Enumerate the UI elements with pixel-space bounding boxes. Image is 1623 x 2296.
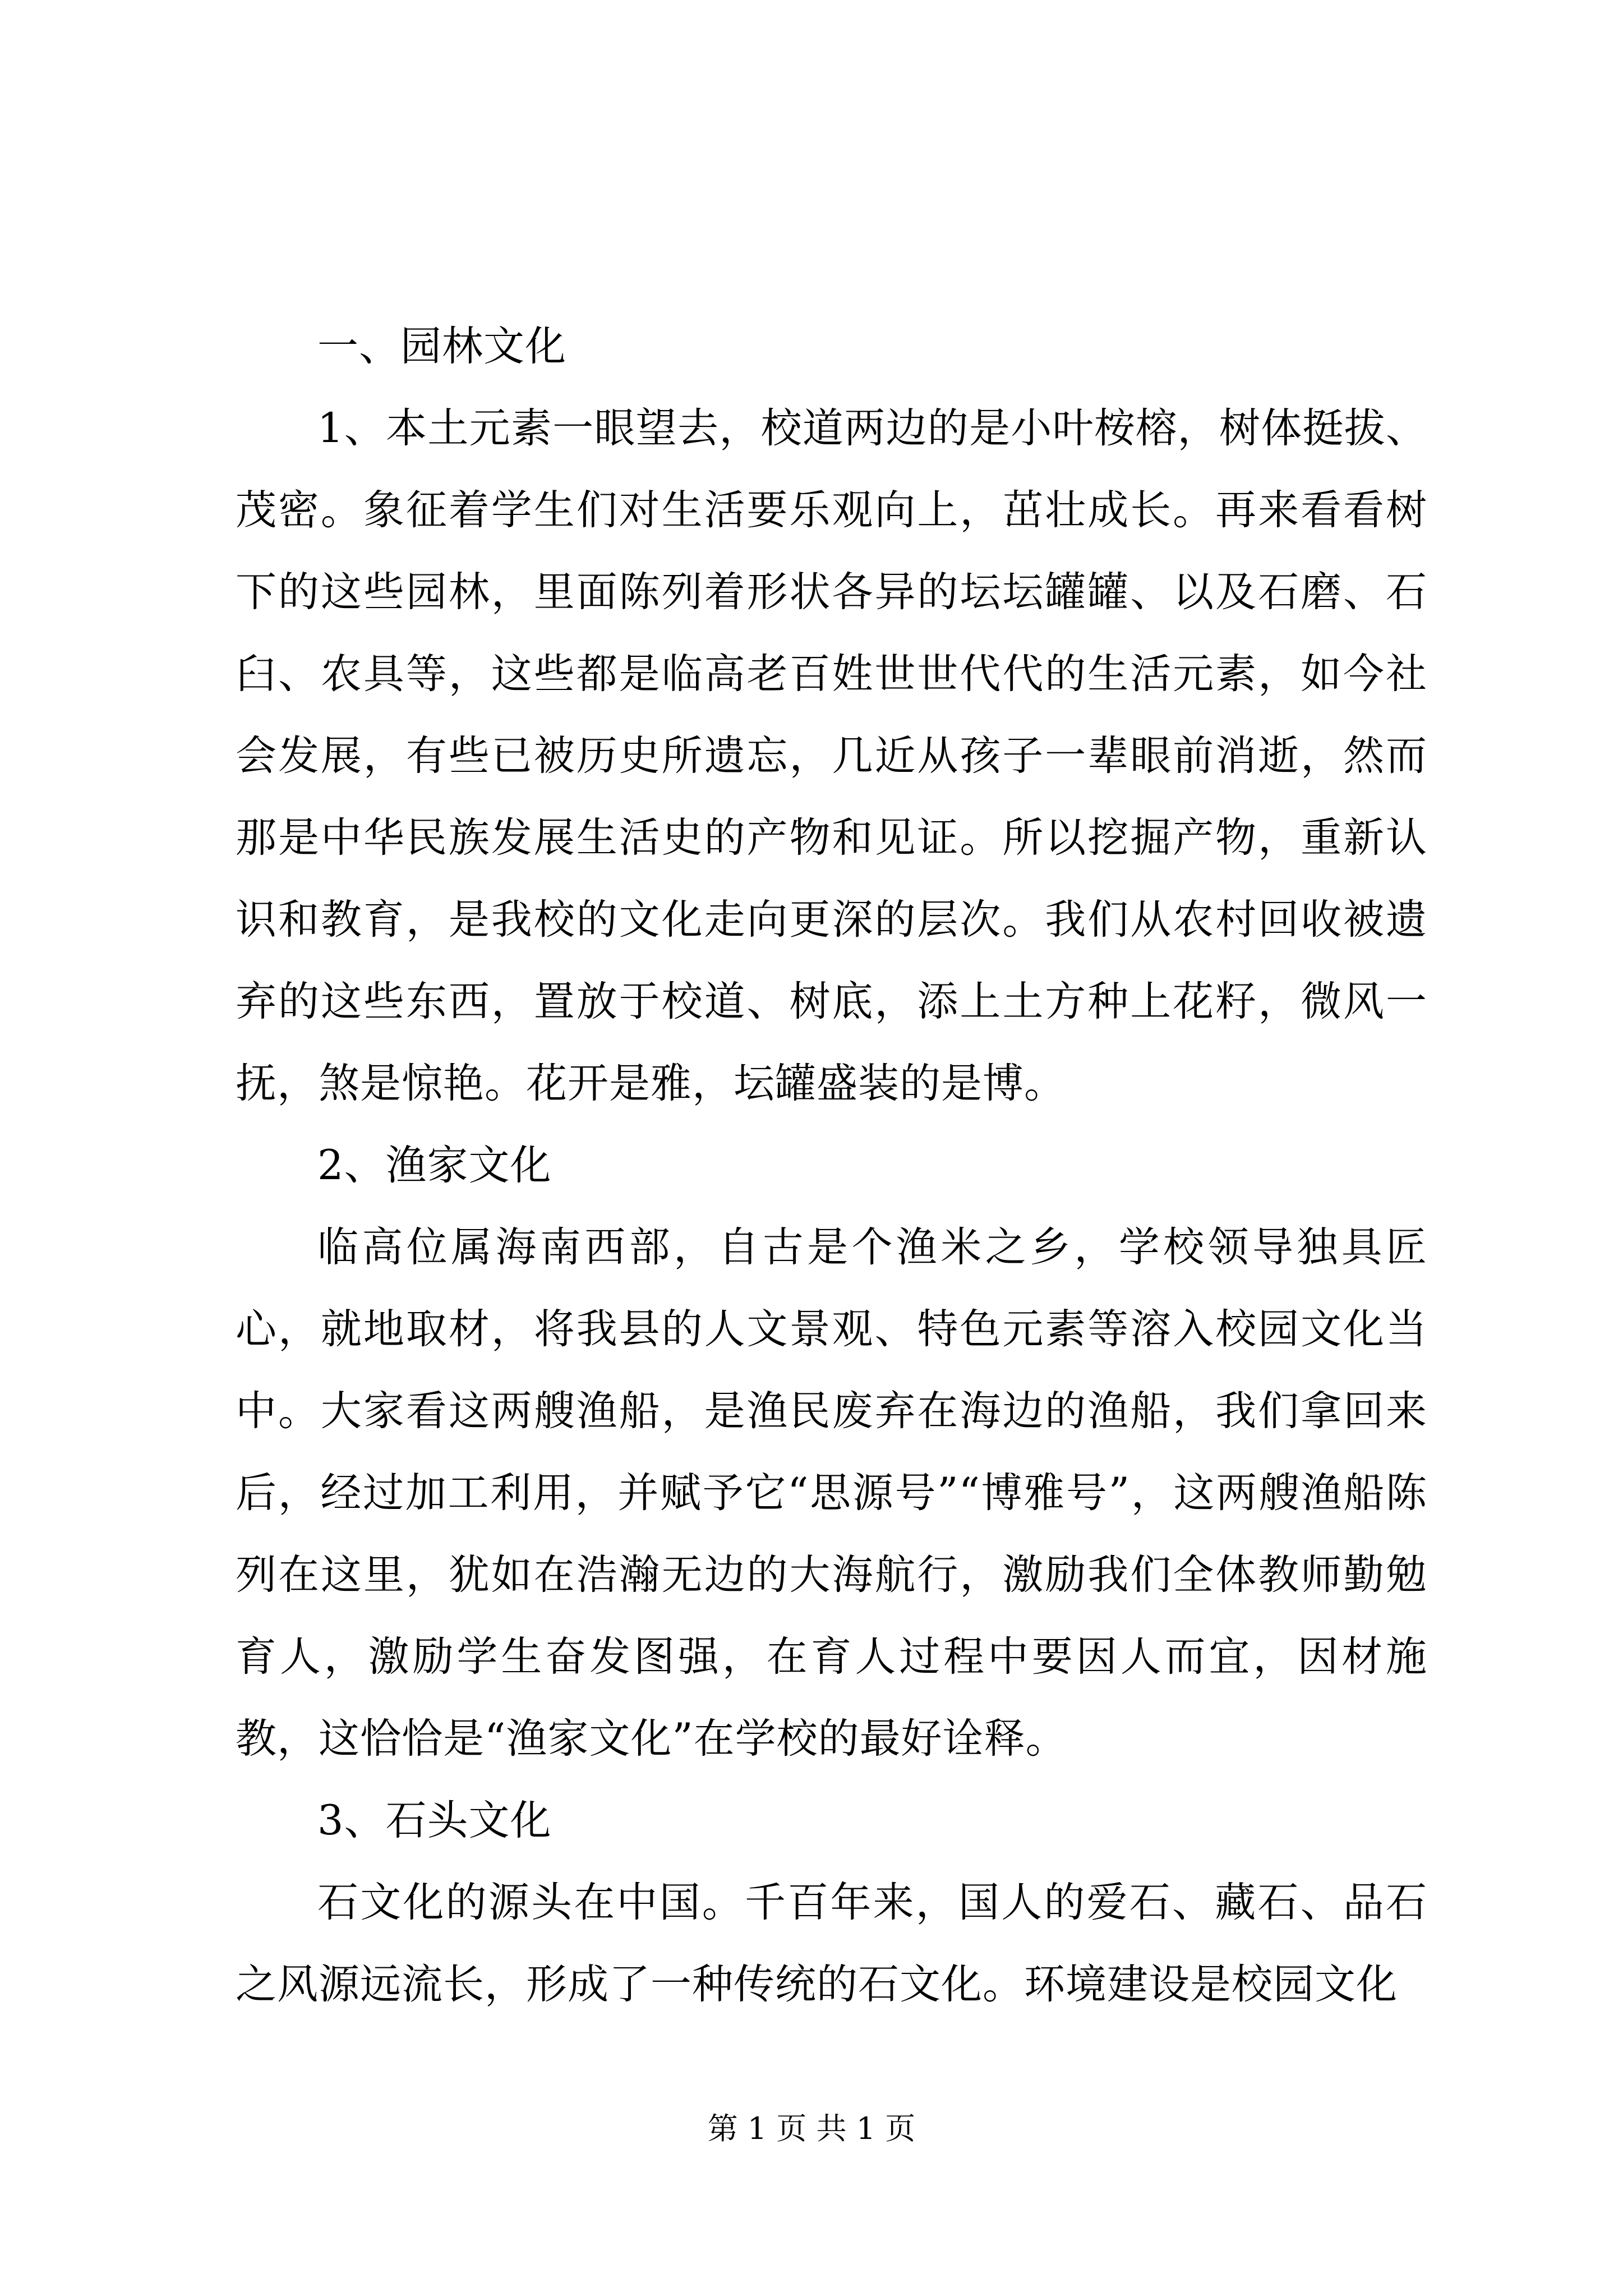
document-body (236, 306, 1427, 2026)
page-footer: 第 1 页 共 1 页 (707, 2111, 916, 2146)
paragraph-fishing-culture: 临高位属海南西部，自古是个渔米之乡，学校领导独具匠心，就地取材，将我县的人文景观、特色元素等溶入校园文化当中。大家看这两艘渔船，是渔民废弃在海边的渔船，我们拿回来后，经过加工利用，并赋予它“思源号”“博雅号”，这两艘渔船陈列在这里，犹如在浩瀚无边的大海航行，激励我们全体教师勤勉育人，激励学生奋发图强，在育人过程中要因人而宜，因材施教，这恰恰是“渔家文化”在学校的最好诠释。 (236, 1223, 1427, 1763)
paragraph-stone-culture: 石文化的源头在中国。千百年来，国人的爱石、藏石、品石之风源远流长，形成了一种传统的石文化。环境建设是校园文化 (236, 1879, 1427, 2008)
section-heading-stone-culture: 3、石头文化 (317, 1797, 552, 1844)
section-heading-fishing-culture: 2、渔家文化 (317, 1142, 552, 1189)
section-heading-garden-culture: 一、园林文化 (317, 323, 566, 370)
paragraph-local-elements: 1、本土元素一眼望去，校道两边的是小叶桉榕，树体挺拔、茂密。象征着学生们对生活要乐观向上，茁壮成长。再来看看树下的这些园林，里面陈列着形状各异的坛坛罐罐、以及石磨、石臼、农具等，这些都是临高老百姓世世代代的生活元素，如今社会发展，有些已被历史所遗忘，几近从孩子一辈眼前消逝，然而那是中华民族发展生活史的产物和见证。所以挖掘产物，重新认识和教育，是我校的文化走向更深的层次。我们从农村回收被遗弃的这些东西，置放于校道、树底，添上土方种上花籽，微风一抚，煞是惊艳。花开是雅，坛罐盛装的是博。 (236, 404, 1427, 1107)
